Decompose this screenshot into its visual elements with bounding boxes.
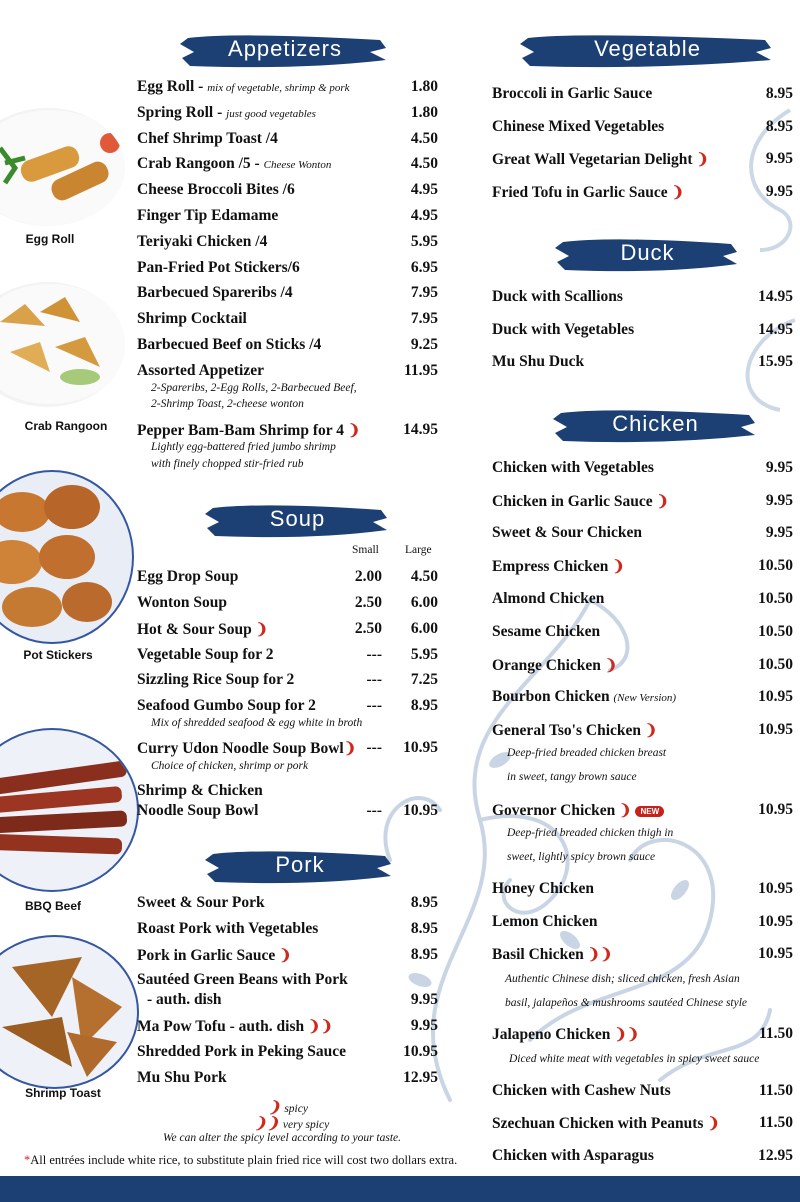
menu-item: Egg Roll - mix of vegetable, shrimp & pork xyxy=(137,78,350,95)
item-price: 10.50 xyxy=(758,623,793,640)
item-price: 14.95 xyxy=(403,421,438,438)
chili-icon: ❩ xyxy=(275,948,292,964)
item-price: 8.95 xyxy=(765,118,793,135)
pork-banner xyxy=(205,846,395,886)
item-price: 11.95 xyxy=(403,362,438,379)
item-price: 10.95 xyxy=(403,1043,438,1060)
spicy-legend: ❩ spicy xyxy=(268,1100,308,1116)
menu-item: Egg Drop Soup xyxy=(137,568,239,585)
appetizers-title: Appetizers xyxy=(228,36,342,61)
item-price-small: 2.50 xyxy=(354,620,382,637)
item-price: 10.50 xyxy=(758,656,793,673)
menu-item: Barbecued Spareribs /4 xyxy=(137,284,293,301)
egg-roll-caption: Egg Roll xyxy=(25,232,75,246)
item-price: 5.95 xyxy=(410,233,438,250)
menu-item: Chicken in Garlic Sauce ❩ xyxy=(492,493,669,510)
item-price: 7.95 xyxy=(410,284,438,301)
item-price: 9.95 xyxy=(410,1017,438,1034)
item-price: 12.95 xyxy=(758,1147,793,1164)
menu-item: Shredded Pork in Peking Sauce xyxy=(137,1043,347,1060)
menu-item: Great Wall Vegetarian Delight ❩ xyxy=(492,151,709,168)
chili-icon: ❩ xyxy=(343,423,361,439)
chili-icon: ❩ xyxy=(600,658,618,674)
item-price-small: --- xyxy=(366,739,382,756)
pork-title: Pork xyxy=(275,852,325,877)
chicken-title: Chicken xyxy=(612,411,699,436)
bbq-beef-photo xyxy=(0,728,139,892)
item-price-small: --- xyxy=(366,697,382,714)
item-price: 10.95 xyxy=(758,880,793,897)
menu-item: Chef Shrimp Toast /4 xyxy=(137,130,278,147)
item-description: with finely chopped stir-fried rub xyxy=(151,458,304,470)
item-price: 10.50 xyxy=(758,557,793,574)
menu-item: Sweet & Sour Pork xyxy=(137,894,265,911)
item-price-small: 2.00 xyxy=(354,568,382,585)
item-price: 7.95 xyxy=(410,310,438,327)
item-description: basil, jalapeños & mushrooms sautéed Chinese style xyxy=(505,997,748,1009)
col-small: Small xyxy=(352,544,379,556)
item-description: in sweet, tangy brown sauce xyxy=(507,771,637,783)
menu-item: Mu Shu Duck xyxy=(492,353,585,370)
item-price: 14.95 xyxy=(758,288,793,305)
item-description: Lightly egg-battered fried jumbo shrimp xyxy=(151,441,336,453)
very-spicy-icon: ❩❩ xyxy=(254,1116,283,1132)
item-price: 9.95 xyxy=(765,459,793,476)
menu-item: Shrimp & Chicken xyxy=(137,782,263,799)
chili-icon: ❩ xyxy=(608,559,625,575)
item-price: 1.80 xyxy=(410,78,438,95)
menu-item: Fried Tofu in Garlic Sauce ❩ xyxy=(492,184,685,201)
chili-icon: ❩ xyxy=(667,185,685,201)
menu-item: Duck with Scallions xyxy=(492,288,623,305)
chili-icon: ❩ xyxy=(251,622,269,638)
item-price: 11.50 xyxy=(758,1082,793,1099)
menu-item: - auth. dish xyxy=(147,991,222,1008)
menu-item: Honey Chicken xyxy=(492,880,595,897)
item-price: 10.50 xyxy=(758,590,793,607)
item-price: 1.80 xyxy=(410,104,438,121)
item-description: 2-Spareribs, 2-Egg Rolls, 2-Barbecued Beef, xyxy=(151,382,357,394)
very-spicy-icon: ❩❩ xyxy=(610,1027,640,1043)
menu-item: Cheese Broccoli Bites /6 xyxy=(137,181,295,198)
item-description: Authentic Chinese dish; sliced chicken, fresh Asian xyxy=(505,973,740,985)
pot-stickers-caption: Pot Stickers xyxy=(23,648,93,662)
menu-item: Sizzling Rice Soup for 2 xyxy=(137,671,295,688)
menu-item: Curry Udon Noodle Soup Bowl❩ xyxy=(137,740,357,757)
pot-stickers-photo xyxy=(0,470,134,644)
egg-roll-photo xyxy=(0,108,125,226)
item-price: 8.95 xyxy=(410,946,438,963)
menu-item: Teriyaki Chicken /4 xyxy=(137,233,268,250)
item-price-small: 2.50 xyxy=(354,594,382,611)
shrimp-toast-caption: Shrimp Toast xyxy=(25,1086,101,1100)
menu-item: Chicken with Asparagus xyxy=(492,1147,654,1164)
menu-item: General Tso's Chicken ❩ xyxy=(492,722,658,739)
vegetable-banner xyxy=(520,30,775,70)
item-price: 4.50 xyxy=(410,130,438,147)
menu-item: Bourbon Chicken (New Version) xyxy=(492,688,677,705)
item-price: 4.95 xyxy=(410,207,438,224)
menu-item: Pork in Garlic Sauce ❩ xyxy=(137,947,292,964)
col-large: Large xyxy=(405,544,432,556)
crab-rangoon-photo xyxy=(0,282,125,407)
menu-item: Crab Rangoon /5 - Cheese Wonton xyxy=(137,155,332,172)
item-price: 10.95 xyxy=(758,945,793,962)
menu-item: Roast Pork with Vegetables xyxy=(137,920,319,937)
item-price-large: 5.95 xyxy=(410,646,438,663)
menu-item: Vegetable Soup for 2 xyxy=(137,646,274,663)
item-price: 15.95 xyxy=(758,353,793,370)
item-price-small: --- xyxy=(366,646,382,663)
item-price: 4.50 xyxy=(410,155,438,172)
bbq-beef-caption: BBQ Beef xyxy=(24,899,81,913)
footnote: *All entrées include white rice, to substitute plain fried rice will cost two dollars extra. xyxy=(24,1153,458,1167)
chili-icon: ❩ xyxy=(268,1100,285,1116)
menu-item: Orange Chicken ❩ xyxy=(492,657,618,674)
menu-item: Hot & Sour Soup ❩ xyxy=(137,621,269,638)
menu-item: Chicken with Vegetables xyxy=(492,459,654,476)
menu-item: Sautéed Green Beans with Pork xyxy=(137,971,348,988)
item-price: 10.95 xyxy=(758,913,793,930)
item-description: Diced white meat with vegetables in spicy sweet sauce xyxy=(509,1053,760,1065)
item-price: 10.95 xyxy=(758,721,793,738)
item-price-large: 10.95 xyxy=(403,802,438,819)
item-price: 8.95 xyxy=(410,920,438,937)
menu-item: Basil Chicken ❩❩ xyxy=(492,946,613,963)
item-price: 10.95 xyxy=(758,801,793,818)
item-price-large: 6.00 xyxy=(410,620,438,637)
appetizers-banner xyxy=(180,30,390,70)
menu-item: Governor Chicken ❩ NEW xyxy=(492,801,664,820)
item-price-large: 8.95 xyxy=(410,697,438,714)
menu-item: Mu Shu Pork xyxy=(137,1069,227,1086)
item-price: 6.95 xyxy=(410,259,438,276)
item-price: 8.95 xyxy=(410,894,438,911)
soup-banner xyxy=(205,500,390,540)
chili-icon: ❩ xyxy=(641,723,658,739)
menu-item: Broccoli in Garlic Sauce xyxy=(492,85,653,102)
item-price: 11.50 xyxy=(758,1025,793,1042)
menu-item: Lemon Chicken xyxy=(492,913,598,930)
item-description: Choice of chicken, shrimp or pork xyxy=(151,760,309,772)
menu-item: Assorted Appetizer xyxy=(137,362,264,379)
item-price: 9.95 xyxy=(765,524,793,541)
chili-icon: ❩ xyxy=(652,494,669,510)
menu-item: Sweet & Sour Chicken xyxy=(492,524,642,541)
menu-item: Spring Roll - just good vegetables xyxy=(137,104,316,121)
menu-item: Szechuan Chicken with Peanuts ❩ xyxy=(492,1115,720,1132)
item-price: 4.95 xyxy=(410,181,438,198)
item-price-small: --- xyxy=(366,671,382,688)
menu-item: Pan-Fried Pot Stickers/6 xyxy=(137,259,300,276)
menu-item: Seafood Gumbo Soup for 2 xyxy=(137,697,316,714)
item-price: 11.50 xyxy=(758,1114,793,1131)
new-badge: NEW xyxy=(635,806,664,817)
duck-banner xyxy=(555,234,740,274)
item-price: 8.95 xyxy=(765,85,793,102)
item-description: Deep-fried breaded chicken breast xyxy=(507,747,667,759)
item-description: 2-Shrimp Toast, 2-cheese wonton xyxy=(151,398,304,410)
very-spicy-icon: ❩❩ xyxy=(304,1019,333,1035)
item-price-small: --- xyxy=(366,802,382,819)
item-price-large: 10.95 xyxy=(403,739,438,756)
menu-item: Duck with Vegetables xyxy=(492,321,635,338)
chili-icon: ❩ xyxy=(703,1116,720,1132)
chili-icon: ❩ xyxy=(692,152,709,168)
menu-item: Empress Chicken ❩ xyxy=(492,558,625,575)
spicy-note: We can alter the spicy level according to your taste. xyxy=(163,1132,402,1144)
menu-item: Shrimp Cocktail xyxy=(137,310,247,327)
chili-icon: ❩ xyxy=(343,741,357,757)
item-price: 9.95 xyxy=(410,991,438,1008)
soup-title: Soup xyxy=(269,506,326,531)
chili-icon: ❩ xyxy=(615,803,632,819)
item-price-large: 6.00 xyxy=(410,594,438,611)
item-description: Mix of shredded seafood & egg white in broth xyxy=(151,717,363,729)
crab-rangoon-caption: Crab Rangoon xyxy=(24,419,108,433)
menu-item: Almond Chicken xyxy=(492,590,605,607)
item-price: 9.25 xyxy=(410,336,438,353)
very-spicy-legend: ❩❩ very spicy xyxy=(254,1116,330,1132)
item-price: 9.95 xyxy=(765,150,793,167)
menu-item: Barbecued Beef on Sticks /4 xyxy=(137,336,322,353)
menu-item: Noodle Soup Bowl xyxy=(137,802,259,819)
menu-item: Sesame Chicken xyxy=(492,623,601,640)
menu-item: Finger Tip Edamame xyxy=(137,207,279,224)
item-price: 12.95 xyxy=(403,1069,438,1086)
menu-item: Jalapeno Chicken ❩❩ xyxy=(492,1026,640,1043)
menu-item: Chinese Mixed Vegetables xyxy=(492,118,665,135)
bottom-bar xyxy=(0,1176,800,1202)
menu-item: Chicken with Cashew Nuts xyxy=(492,1082,671,1099)
item-price-large: 4.50 xyxy=(410,568,438,585)
item-description: sweet, lightly spicy brown sauce xyxy=(507,851,656,863)
menu-item: Wonton Soup xyxy=(137,594,228,611)
item-price: 9.95 xyxy=(765,183,793,200)
duck-title: Duck xyxy=(620,240,675,265)
item-price: 9.95 xyxy=(765,492,793,509)
menu-item: Ma Pow Tofu - auth. dish ❩❩ xyxy=(137,1018,333,1035)
item-price: 14.95 xyxy=(758,321,793,338)
item-price: 10.95 xyxy=(758,688,793,705)
item-price-large: 7.25 xyxy=(410,671,438,688)
shrimp-toast-photo xyxy=(0,935,139,1089)
item-description: Deep-fried breaded chicken thigh in xyxy=(507,827,674,839)
very-spicy-icon: ❩❩ xyxy=(583,947,613,963)
chicken-banner xyxy=(553,405,758,445)
menu-item: Pepper Bam-Bam Shrimp for 4 ❩ xyxy=(137,422,361,439)
vegetable-title: Vegetable xyxy=(594,36,701,61)
